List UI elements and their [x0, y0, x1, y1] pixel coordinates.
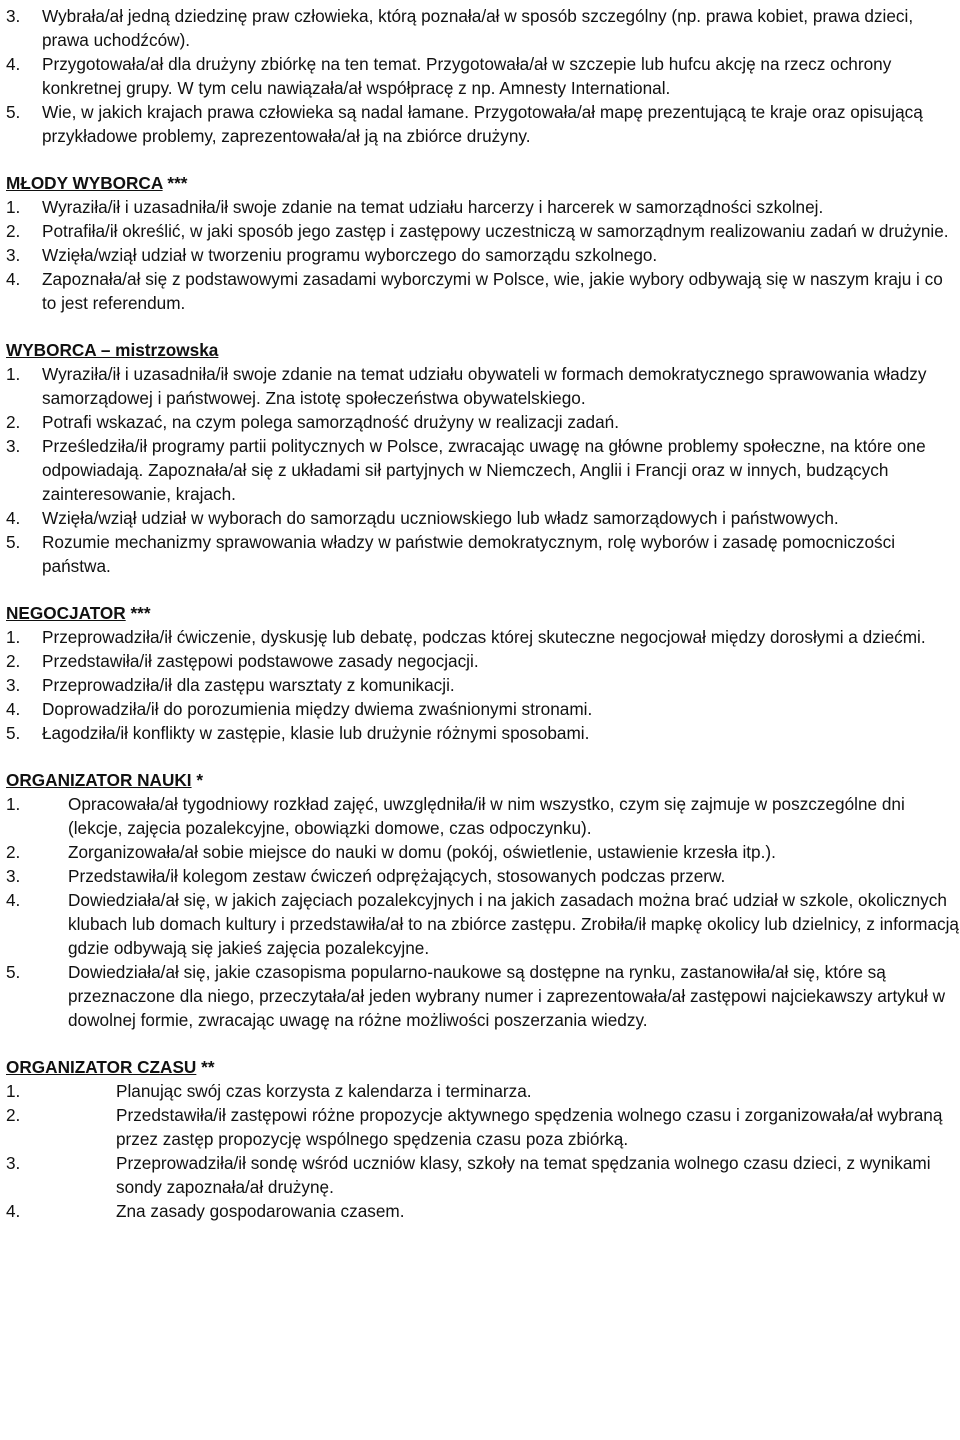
section-title-mlody-wyborca: MŁODY WYBORCA ***: [6, 173, 188, 193]
negocjator-list: [6, 625, 960, 745]
list-item: 2. Potrafi wskazać, na czym polega samorządność drużyny w realizacji zadań.: [6, 412, 619, 432]
item-text: Opracowała/ał tygodniowy rozkład zajęć, uwzględniła/ił w nim wszystko, czym się zajmuje w poszczególne dni (lekcje, zajęcia pozalekcyjne, obowiązki domowe, czas odpoczynku).: [68, 794, 905, 838]
list-item: 3. Przeprowadziła/ił dla zastępu warsztaty z komunikacji.: [6, 675, 455, 695]
item-text: Wzięła/wziął udział w tworzeniu programu wyborczego do samorządu szkolnego.: [42, 245, 658, 265]
section-title-organizator-nauki: ORGANIZATOR NAUKI *: [6, 770, 204, 790]
list-item: 4. Zapoznała/ał się z podstawowymi zasadami wyborczymi w Polsce, wie, jakie wybory odbywają się w naszym kraju i co to jest referendum.: [6, 269, 943, 313]
list-item: 5. Łagodziła/ił konflikty w zastępie, klasie lub drużynie różnymi sposobami.: [6, 723, 590, 743]
item-text: Potrafiła/ił określić, w jaki sposób jego zastęp i zastępowy uczestniczą w samorządnym realizowaniu zadań w drużynie.: [42, 221, 949, 241]
section-title-wyborca: WYBORCA – mistrzowska: [6, 340, 219, 360]
item-text: Przedstawiła/ił kolegom zestaw ćwiczeń odprężających, stosowanych podczas przerw.: [68, 866, 726, 886]
item-text: Przeprowadziła/ił sondę wśród uczniów klasy, szkoły na temat spędzania wolnego czasu dzieci, z wynikami sondy zapoznała/ał drużynę.: [116, 1153, 931, 1197]
list-item: 2. Przedstawiła/ił zastępowi różne propozycje aktywnego spędzenia wolnego czasu i zorganizowała/ał wybraną przez zastęp propozycję wspólnego spędzenia czasu poza zbiórką.: [6, 1105, 943, 1149]
list-item: 4. Dowiedziała/ał się, w jakich zajęciach pozalekcyjnych i na jakich zasadach można brać udział w szkole, okolicznych klubach lub domach kultury i przedstawiła/ał to na zbiórce zastępu. Zrobiła/ił mapkę okolicy lub dzielnicy, z informacją gdzie odbywają się jakieś zajęcia pozalekcyjne.: [6, 890, 959, 958]
wyborca-list: [6, 362, 960, 578]
item-text: Wybrała/ał jedną dziedzinę praw człowieka, którą poznała/ał w sposób szczególny (np. prawa kobiet, prawa dzieci, prawa uchodźców).: [42, 6, 914, 50]
item-text: Zorganizowała/ał sobie miejsce do nauki w domu (pokój, oświetlenie, ustawienie krzesła itp.).: [68, 842, 776, 862]
organizator-nauki-list: [6, 792, 960, 1032]
mlody-wyborca-list: [6, 195, 960, 315]
item-text: Wie, w jakich krajach prawa człowieka są nadal łamane. Przygotowała/ał mapę prezentującą te kraje oraz opisującą przykładowe problemy, zaprezentowała/ał ją na zbiórce drużyny.: [42, 102, 923, 146]
list-item: 5. Rozumie mechanizmy sprawowania władzy w państwie demokratycznym, rolę wyborów i zasadę pomocniczości państwa.: [6, 532, 896, 576]
list-item: 2. Potrafiła/ił określić, w jaki sposób jego zastęp i zastępowy uczestniczą w samorządnym realizowaniu zadań w drużynie.: [6, 221, 949, 241]
organizator-czasu-list: [6, 1079, 960, 1223]
item-text: Zapoznała/ał się z podstawowymi zasadami wyborczymi w Polsce, wie, jakie wybory odbywają się w naszym kraju i co to jest referendum.: [42, 269, 943, 313]
list-item: 1. Wyraziła/ił i uzasadniła/ił swoje zdanie na temat udziału harcerzy i harcerek w samorządności szkolnej.: [6, 197, 824, 217]
list-item: 1. Wyraziła/ił i uzasadniła/ił swoje zdanie na temat udziału obywateli w formach demokratycznego sprawowania władzy samorządowej i państwowej. Zna istotę społeczeństwa obywatelskiego.: [6, 364, 927, 408]
list-item: 3. Prześledziła/ił programy partii politycznych w Polsce, zwracając uwagę na główne problemy społeczne, na które one odpowiadają. Zapoznała/ał się z układami sił partyjnych w Niemczech, Anglii i Francji oraz w innych, budzących zainteresowanie, krajach.: [6, 436, 926, 504]
item-text: Przeprowadziła/ił ćwiczenie, dyskusję lub debatę, podczas której skuteczne negocjował między dorosłymi a dziećmi.: [42, 627, 926, 647]
list-item: 3. Wybrała/ał jedną dziedzinę praw człowieka, którą poznała/ał w sposób szczególny (np. prawa kobiet, prawa dzieci, prawa uchodźców).: [6, 6, 914, 50]
list-item: 1. Planując swój czas korzysta z kalendarza i terminarza.: [6, 1081, 532, 1101]
item-text: Przedstawiła/ił zastępowi różne propozycje aktywnego spędzenia wolnego czasu i zorganizowała/ał wybraną przez zastęp propozycję wspólnego spędzenia czasu poza zbiórką.: [116, 1105, 943, 1149]
list-item: 4. Wzięła/wziął udział w wyborach do samorządu uczniowskiego lub władz samorządowych i państwowych.: [6, 508, 839, 528]
item-text: Doprowadziła/ił do porozumienia między dwiema zwaśnionymi stronami.: [42, 699, 593, 719]
item-text: Potrafi wskazać, na czym polega samorządność drużyny w realizacji zadań.: [42, 412, 619, 432]
list-item: 3. Przeprowadziła/ił sondę wśród uczniów klasy, szkoły na temat spędzania wolnego czasu dzieci, z wynikami sondy zapoznała/ał drużynę.: [6, 1153, 931, 1197]
item-text: Zna zasady gospodarowania czasem.: [116, 1201, 405, 1221]
item-text: Łagodziła/ił konflikty w zastępie, klasie lub drużynie różnymi sposobami.: [42, 723, 590, 743]
item-text: Wyraziła/ił i uzasadniła/ił swoje zdanie na temat udziału harcerzy i harcerek w samorządności szkolnej.: [42, 197, 824, 217]
list-item: 3. Wzięła/wziął udział w tworzeniu programu wyborczego do samorządu szkolnego.: [6, 245, 658, 265]
item-text: Wyraziła/ił i uzasadniła/ił swoje zdanie na temat udziału obywateli w formach demokratycznego sprawowania władzy samorządowej i państwowej. Zna istotę społeczeństwa obywatelskiego.: [42, 364, 927, 408]
section-title-negocjator: NEGOCJATOR ***: [6, 603, 151, 623]
intro-list: [6, 4, 960, 148]
list-item: 4. Doprowadziła/ił do porozumienia między dwiema zwaśnionymi stronami.: [6, 699, 593, 719]
list-item: 1. Przeprowadziła/ił ćwiczenie, dyskusję lub debatę, podczas której skuteczne negocjował między dorosłymi a dziećmi.: [6, 627, 926, 647]
item-text: Przygotowała/ał dla drużyny zbiórkę na ten temat. Przygotowała/ał w szczepie lub hufcu akcję na rzecz ochrony konkretnej grupy. W tym celu nawiązała/ał współpracę z np. Amnesty International.: [42, 54, 892, 98]
list-item: 1. Opracowała/ał tygodniowy rozkład zajęć, uwzględniła/ił w nim wszystko, czym się zajmuje w poszczególne dni (lekcje, zajęcia pozalekcyjne, obowiązki domowe, czas odpoczynku).: [6, 794, 905, 838]
item-text: Rozumie mechanizmy sprawowania władzy w państwie demokratycznym, rolę wyborów i zasadę pomocniczości państwa.: [42, 532, 896, 576]
list-item: 5. Dowiedziała/ał się, jakie czasopisma popularno-naukowe są dostępne na rynku, zastanowiła/ał się, które są przeznaczone dla niego, przeczytała/ał jeden wybrany numer i zaprezentowała/ał zastępowi najciekawszy artykuł w dowolnej formie, zwracając uwagę na różne możliwości poszerzania wiedzy.: [6, 962, 946, 1030]
item-text: Przedstawiła/ił zastępowi podstawowe zasady negocjacji.: [42, 651, 479, 671]
item-text: Planując swój czas korzysta z kalendarza i terminarza.: [116, 1081, 532, 1101]
list-item: 4. Zna zasady gospodarowania czasem.: [6, 1201, 405, 1221]
list-item: 2. Przedstawiła/ił zastępowi podstawowe zasady negocjacji.: [6, 651, 479, 671]
list-item: 3. Przedstawiła/ił kolegom zestaw ćwiczeń odprężających, stosowanych podczas przerw.: [6, 866, 726, 886]
item-text: Przeprowadziła/ił dla zastępu warsztaty z komunikacji.: [42, 675, 455, 695]
list-item: 2. Zorganizowała/ał sobie miejsce do nauki w domu (pokój, oświetlenie, ustawienie krzesła itp.).: [6, 842, 776, 862]
list-item: 4. Przygotowała/ał dla drużyny zbiórkę na ten temat. Przygotowała/ał w szczepie lub hufcu akcję na rzecz ochrony konkretnej grupy. W tym celu nawiązała/ał współpracę z np. Amnesty International.: [6, 54, 892, 98]
list-item: 5. Wie, w jakich krajach prawa człowieka są nadal łamane. Przygotowała/ał mapę prezentującą te kraje oraz opisującą przykładowe problemy, zaprezentowała/ał ją na zbiórce drużyny.: [6, 102, 923, 146]
item-text: Dowiedziała/ał się, w jakich zajęciach pozalekcyjnych i na jakich zasadach można brać udział w szkole, okolicznych klubach lub domach kultury i przedstawiła/ał to na zbiórce zastępu. Zrobiła/ił mapkę okolicy lub dzielnicy, z informacją gdzie odbywają się jakieś zajęcia pozalekcyjne.: [68, 890, 959, 958]
item-text: Dowiedziała/ał się, jakie czasopisma popularno-naukowe są dostępne na rynku, zastanowiła/ał się, które są przeznaczone dla niego, przeczytała/ał jeden wybrany numer i zaprezentowała/ał zastępowi najciekawszy artykuł w dowolnej formie, zwracając uwagę na różne możliwości poszerzania wiedzy.: [68, 962, 946, 1030]
item-text: Prześledziła/ił programy partii politycznych w Polsce, zwracając uwagę na główne problemy społeczne, na które one odpowiadają. Zapoznała/ał się z układami sił partyjnych w Niemczech, Anglii i Francji oraz w innych, budzących zainteresowanie, krajach.: [42, 436, 926, 504]
item-text: Wzięła/wziął udział w wyborach do samorządu uczniowskiego lub władz samorządowych i państwowych.: [42, 508, 839, 528]
section-title-organizator-czasu: ORGANIZATOR CZASU **: [6, 1057, 215, 1077]
